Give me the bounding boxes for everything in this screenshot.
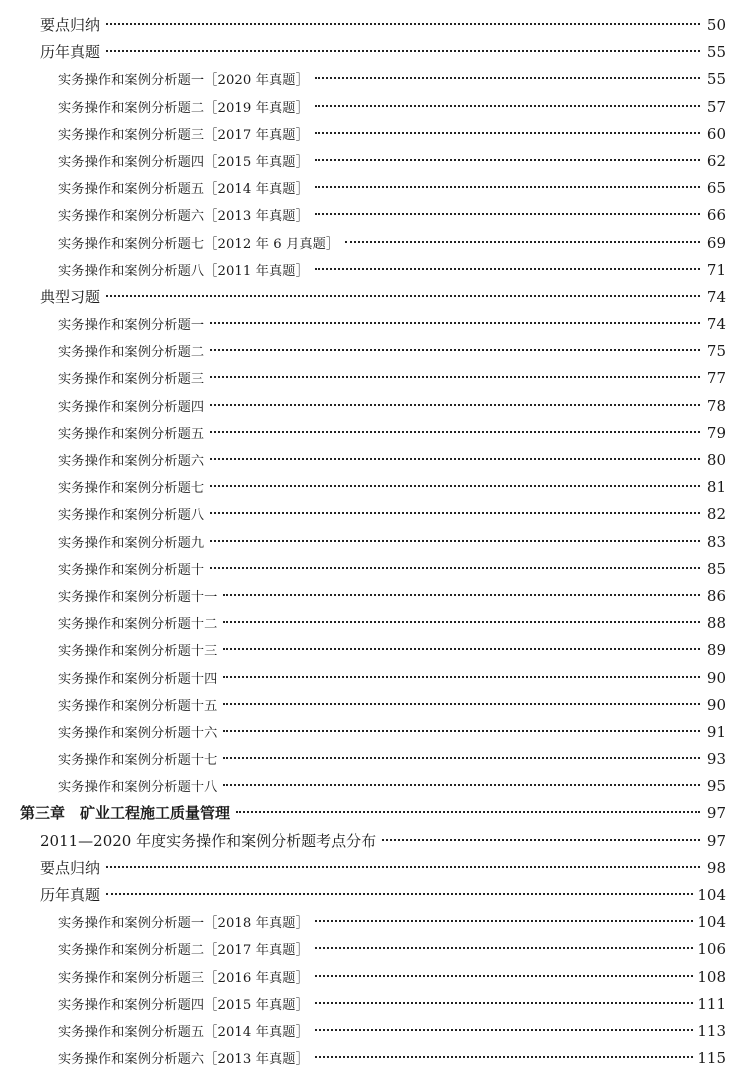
dot-leader (223, 784, 700, 786)
toc-entry-page: 75 (706, 342, 726, 361)
dot-leader (315, 105, 700, 107)
dot-leader (210, 540, 700, 542)
toc-entry-title: 实务操作和案例分析题七 (58, 481, 205, 497)
toc-entry[interactable] (20, 148, 726, 175)
toc-entry[interactable] (20, 855, 726, 882)
toc-entry-title: 实务操作和案例分析题三［2017 年真题］ (58, 127, 309, 143)
toc-entry-title: 实务操作和案例分析题七［2012 年 6 月真题］ (58, 236, 340, 252)
dot-leader (223, 757, 700, 759)
toc-entry-page: 80 (706, 451, 726, 469)
toc-entry-title: 实务操作和案例分析题一 (58, 318, 205, 334)
toc-entry-page: 65 (706, 179, 726, 198)
toc-entry[interactable] (20, 610, 726, 637)
toc-entry-page: 60 (706, 124, 726, 143)
toc-entry-page: 97 (706, 831, 726, 850)
toc-entry[interactable] (20, 637, 726, 664)
toc-entry-title: 实务操作和案例分析题三［2016 年真题］ (58, 970, 309, 986)
dot-leader (223, 730, 700, 732)
toc-entry-title: 实务操作和案例分析题六 (58, 454, 205, 469)
table-of-contents (20, 12, 726, 1072)
dot-leader (236, 811, 700, 813)
toc-entry[interactable] (20, 311, 726, 338)
dot-leader (382, 839, 700, 841)
toc-entry-title: 实务操作和案例分析题四 (58, 399, 205, 415)
toc-entry-page: 50 (706, 16, 726, 34)
dot-leader (315, 1002, 694, 1004)
toc-entry-page: 111 (697, 994, 726, 1013)
toc-entry-page: 74 (706, 287, 726, 306)
toc-entry-page: 90 (706, 668, 726, 687)
dot-leader (210, 431, 700, 433)
dot-leader (315, 1029, 694, 1031)
toc-entry[interactable] (20, 909, 726, 936)
toc-entry[interactable] (20, 583, 726, 610)
toc-entry[interactable] (20, 393, 726, 420)
toc-chapter-heading[interactable] (20, 800, 726, 827)
toc-entry-title: 要点归纳 (40, 16, 101, 34)
dot-leader (210, 567, 700, 569)
toc-entry-title: 实务操作和案例分析题二［2017 年真题］ (58, 943, 309, 959)
toc-entry-page: 71 (706, 260, 726, 279)
toc-entry-page: 104 (697, 886, 726, 904)
toc-entry-page: 62 (706, 151, 726, 170)
toc-entry-page: 81 (706, 478, 726, 497)
toc-entry-title: 实务操作和案例分析题九 (58, 535, 205, 551)
toc-entry-title: 实务操作和案例分析题十一 (58, 589, 218, 605)
toc-entry-title: 实务操作和案例分析题六［2013 年真题］ (58, 209, 309, 225)
dot-leader (210, 322, 700, 324)
dot-leader (223, 648, 700, 650)
toc-entry-page: 57 (706, 97, 726, 116)
dot-leader (223, 676, 700, 678)
dot-leader (315, 268, 700, 270)
dot-leader (315, 132, 700, 134)
toc-entry-page: 69 (706, 233, 726, 252)
dot-leader (345, 241, 700, 243)
toc-entry[interactable] (20, 964, 726, 991)
toc-entry-title: 2011—2020 年度实务操作和案例分析题考点分布 (40, 831, 377, 850)
toc-entry-page: 93 (706, 750, 726, 769)
toc-entry[interactable] (20, 66, 726, 93)
toc-entry-title: 历年真题 (40, 886, 101, 904)
toc-entry[interactable] (20, 529, 726, 556)
toc-entry-page: 108 (697, 967, 726, 986)
toc-entry[interactable] (20, 284, 726, 311)
toc-entry-page: 97 (706, 804, 726, 823)
toc-entry[interactable] (20, 39, 726, 66)
toc-entry[interactable] (20, 365, 726, 392)
toc-entry[interactable] (20, 556, 726, 583)
toc-entry-page: 98 (706, 858, 726, 877)
dot-leader (315, 920, 694, 922)
toc-entry[interactable] (20, 175, 726, 202)
toc-entry-page: 89 (706, 641, 726, 660)
toc-entry[interactable] (20, 692, 726, 719)
dot-leader (315, 77, 700, 79)
toc-entry-title: 实务操作和案例分析题十四 (58, 671, 218, 687)
toc-entry-page: 77 (706, 369, 726, 388)
toc-entry[interactable] (20, 121, 726, 148)
toc-entry-title: 实务操作和案例分析题二 (58, 345, 205, 361)
dot-leader (210, 404, 700, 406)
dot-leader (106, 50, 700, 52)
toc-entry-title: 实务操作和案例分析题一［2020 年真题］ (58, 73, 309, 89)
toc-entry-title: 实务操作和案例分析题十七 (58, 753, 218, 769)
toc-entry-page: 79 (706, 423, 726, 442)
dot-leader (315, 975, 694, 977)
toc-entry[interactable] (20, 665, 726, 692)
dot-leader (315, 186, 700, 188)
toc-entry-title: 实务操作和案例分析题八 (58, 508, 205, 524)
toc-entry[interactable] (20, 338, 726, 365)
dot-leader (106, 866, 700, 868)
toc-entry-title: 实务操作和案例分析题十五 (58, 698, 218, 714)
toc-entry[interactable] (20, 1018, 726, 1045)
toc-entry[interactable] (20, 474, 726, 501)
toc-entry-title: 实务操作和案例分析题二［2019 年真题］ (58, 100, 309, 116)
dot-leader (210, 485, 700, 487)
toc-entry[interactable] (20, 991, 726, 1018)
toc-entry-page: 82 (706, 505, 726, 524)
dot-leader (315, 947, 694, 949)
toc-entry-page: 113 (697, 1021, 726, 1040)
toc-entry[interactable] (20, 501, 726, 528)
toc-entry-title: 实务操作和案例分析题五［2014 年真题］ (58, 1024, 309, 1040)
dot-leader (315, 159, 700, 161)
toc-entry[interactable] (20, 882, 726, 909)
toc-entry-page: 91 (706, 722, 726, 741)
dot-leader (315, 213, 700, 215)
dot-leader (223, 621, 700, 623)
dot-leader (210, 349, 700, 351)
toc-entry-page: 106 (697, 940, 726, 959)
dot-leader (210, 512, 700, 514)
toc-entry-title: 实务操作和案例分析题三 (58, 372, 205, 388)
toc-entry[interactable] (20, 230, 726, 257)
toc-entry-page: 74 (706, 315, 726, 334)
toc-entry[interactable] (20, 257, 726, 284)
toc-entry-page: 90 (706, 695, 726, 714)
toc-entry-page: 55 (706, 43, 726, 62)
toc-entry[interactable] (20, 746, 726, 773)
toc-entry-title: 实务操作和案例分析题十三 (58, 644, 218, 660)
dot-leader (106, 893, 693, 895)
toc-entry-page: 88 (706, 614, 726, 633)
dot-leader (106, 295, 700, 297)
dot-leader (223, 703, 700, 705)
toc-entry-title: 实务操作和案例分析题六［2013 年真题］ (58, 1052, 309, 1068)
toc-entry-title: 实务操作和案例分析题十二 (58, 617, 218, 633)
toc-entry-title: 实务操作和案例分析题十八 (58, 780, 218, 796)
toc-entry-title: 实务操作和案例分析题八［2011 年真题］ (58, 263, 309, 279)
dot-leader (106, 23, 700, 25)
toc-entry[interactable] (20, 94, 726, 121)
toc-entry-page: 104 (697, 913, 726, 932)
toc-entry[interactable] (20, 1045, 726, 1072)
toc-entry[interactable] (20, 202, 726, 229)
dot-leader (210, 376, 700, 378)
toc-entry-page: 86 (706, 586, 726, 605)
toc-entry-title: 实务操作和案例分析题十六 (58, 725, 218, 741)
toc-entry-page: 85 (706, 559, 726, 578)
toc-entry-title: 实务操作和案例分析题十 (58, 562, 205, 578)
dot-leader (223, 594, 700, 596)
toc-entry-title: 历年真题 (40, 43, 101, 62)
dot-leader (210, 458, 700, 460)
dot-leader (315, 1056, 694, 1058)
toc-entry[interactable] (20, 420, 726, 447)
toc-entry-title: 典型习题 (40, 287, 101, 306)
toc-entry[interactable] (20, 773, 726, 800)
toc-entry-title: 第三章 矿业工程施工质量管理 (20, 804, 231, 823)
toc-entry-title: 实务操作和案例分析题一［2018 年真题］ (58, 916, 309, 932)
toc-entry-title: 实务操作和案例分析题五［2014 年真题］ (58, 182, 309, 198)
toc-entry-page: 55 (706, 70, 726, 89)
toc-entry[interactable] (20, 719, 726, 746)
toc-entry[interactable] (20, 12, 726, 39)
toc-entry-title: 实务操作和案例分析题四［2015 年真题］ (58, 154, 309, 170)
toc-entry[interactable] (20, 936, 726, 963)
toc-entry-title: 实务操作和案例分析题四［2015 年真题］ (58, 997, 309, 1013)
toc-entry-page: 95 (706, 777, 726, 796)
toc-entry-page: 83 (706, 532, 726, 551)
toc-entry[interactable] (20, 828, 726, 855)
toc-entry-page: 78 (706, 396, 726, 415)
toc-entry-title: 实务操作和案例分析题五 (58, 426, 205, 442)
toc-entry-title: 要点归纳 (40, 858, 101, 877)
toc-entry-page: 115 (697, 1049, 726, 1068)
toc-entry-page: 66 (706, 206, 726, 225)
toc-entry[interactable] (20, 447, 726, 474)
